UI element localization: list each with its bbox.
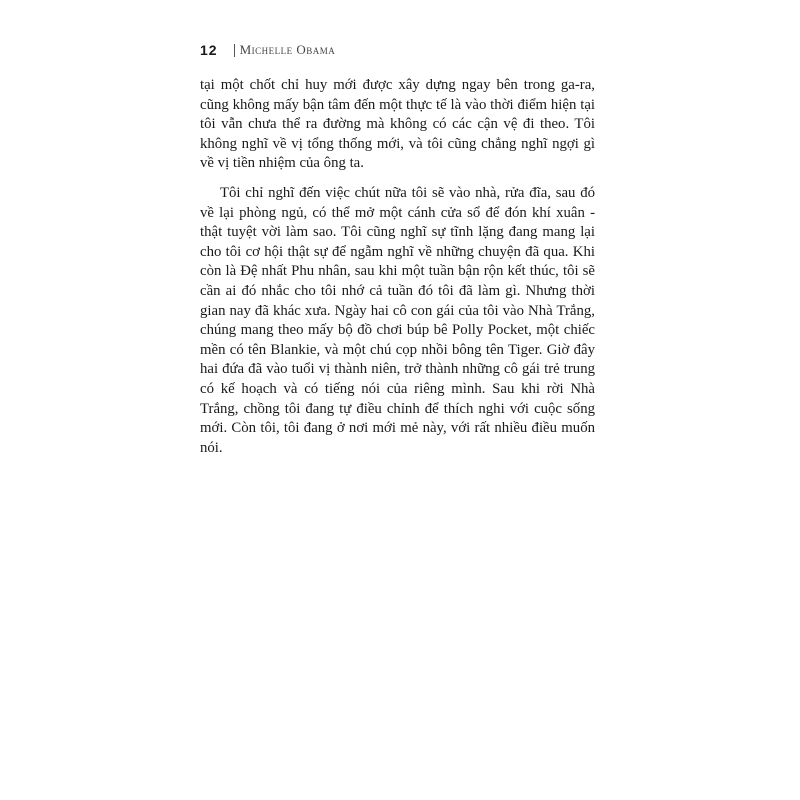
body-text [200,76,595,458]
page-number: 12 [200,42,218,58]
paragraph: Tôi chỉ nghĩ đến việc chút nữa tôi sẽ vào nhà, rửa đĩa, sau đó về lại phòng ngủ, có thể mở một cánh cửa sổ để đón khí xuân - thật tuyệt vời làm sao. Tôi cũng nghĩ sự tĩnh lặng đang mang lại cho tôi cơ hội thật sự để ngẫm nghĩ về những chuyện đã qua. Khi còn là Đệ nhất Phu nhân, sau khi một tuần bận rộn kết thúc, tôi sẽ cần ai đó nhắc cho tôi nhớ cả tuần đó tôi đã làm gì. Nhưng thời gian nay đã khác xưa. Ngày hai cô con gái của tôi vào Nhà Trắng, chúng mang theo mấy bộ đồ chơi búp bê Polly Pocket, một chiếc mền có tên Blankie, và một chú cọp nhồi bông tên Tiger. Giờ đây hai đứa đã vào tuổi vị thành niên, trở thành những cô gái trẻ trung có kế hoạch và có tiếng nói của riêng mình. Sau khi rời Nhà Trắng, chồng tôi đang tự điều chỉnh để thích nghi với cuộc sống mới. Còn tôi, tôi đang ở nơi mới mẻ này, với rất nhiều điều muốn nói. [200,184,595,456]
header-divider [234,44,235,57]
paragraph-continued: tại một chốt chỉ huy mới được xây dựng ngay bên trong ga-ra, cũng không mấy bận tâm đến một thực tế là vào thời điểm hiện tại tôi vẫn chưa thể ra đường mà không có các cận vệ đi theo. Tôi không nghĩ về vị tổng thống mới, và tôi cũng chẳng nghĩ ngợi gì về vị tiền nhiệm của ông ta. [200,77,595,172]
running-header-author: Michelle Obama [239,42,336,57]
running-header [200,40,335,60]
